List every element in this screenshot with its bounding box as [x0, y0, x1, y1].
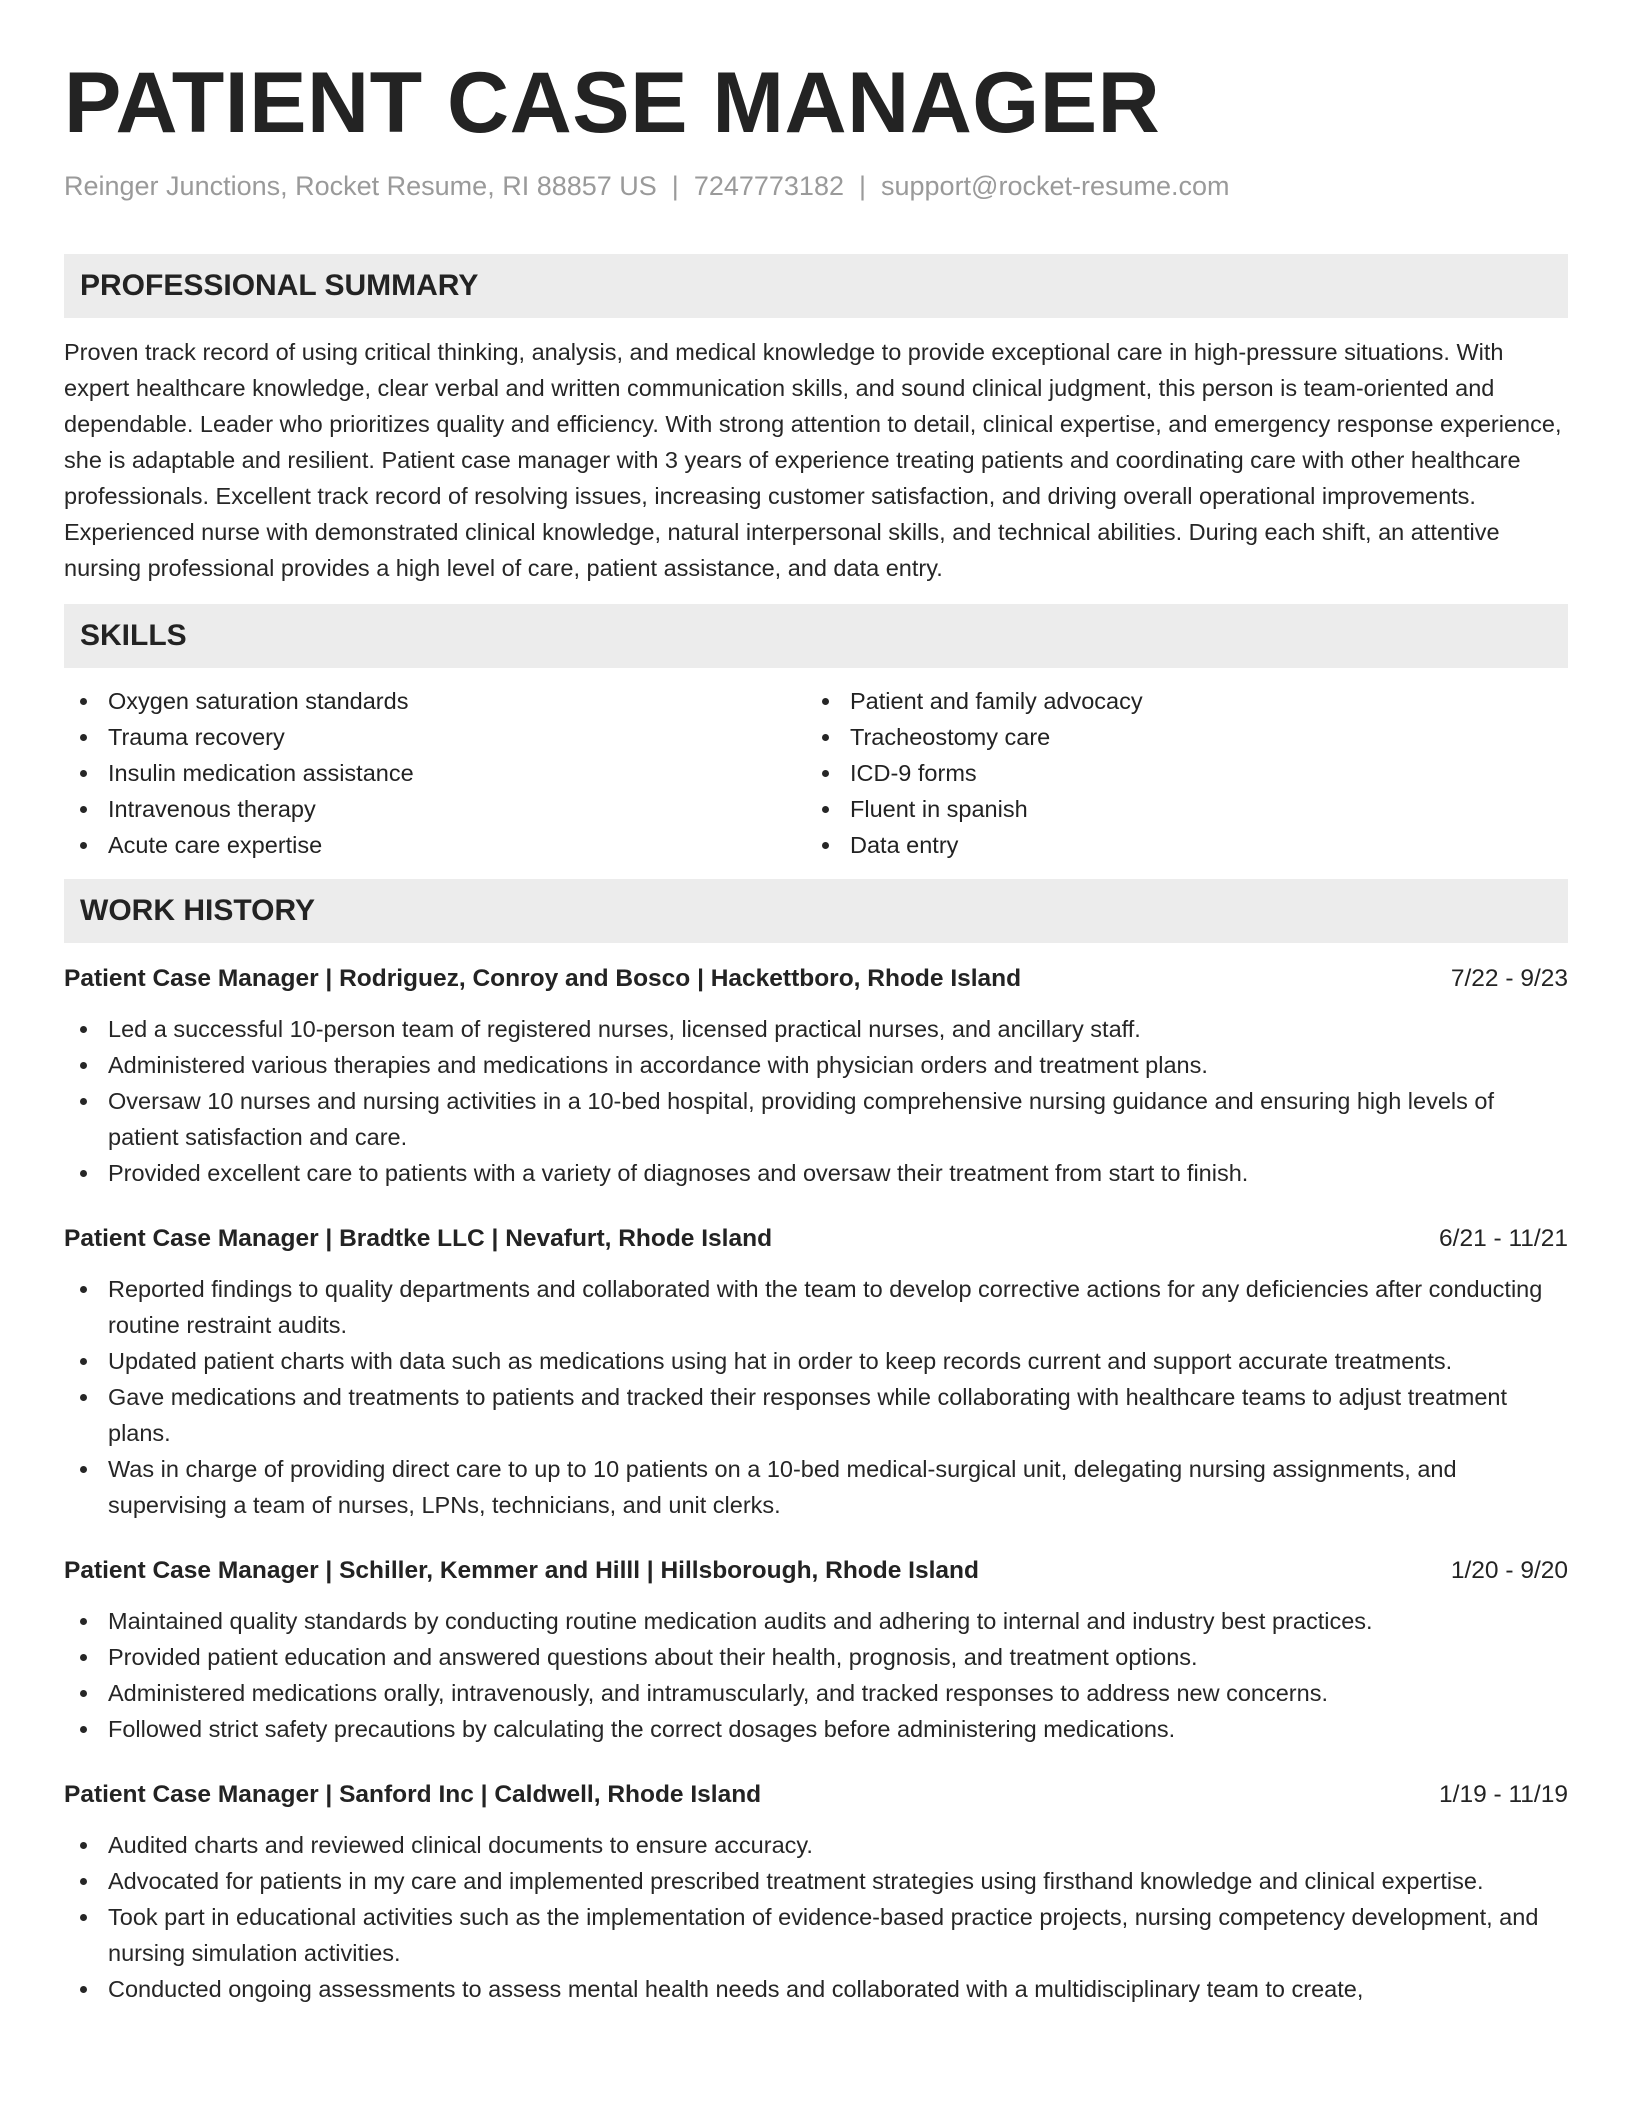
- job-duty: Was in charge of providing direct care to up to 10 patients on a 10-bed medical-surgical unit, delegating nursing assignments, and supervising a team of nurses, LPNs, technicians, and unit clerks.: [64, 1451, 1568, 1523]
- contact-address: Reinger Junctions, Rocket Resume, RI 88857 US: [64, 171, 657, 201]
- skill-item: Patient and family advocacy: [806, 683, 1548, 719]
- job-dates: 1/19 - 11/19: [1439, 1781, 1568, 1809]
- job-title: Patient Case Manager | Schiller, Kemmer and Hilll | Hillsborough, Rhode Island: [64, 1557, 979, 1585]
- skill-item: ICD-9 forms: [806, 755, 1548, 791]
- job-entry: [64, 1221, 1568, 1523]
- job-dates: 1/20 - 9/20: [1450, 1557, 1568, 1585]
- summary-heading: PROFESSIONAL SUMMARY: [64, 254, 1568, 318]
- job-duty: Audited charts and reviewed clinical documents to ensure accuracy.: [64, 1827, 1568, 1863]
- job-dates: 7/22 - 9/23: [1450, 965, 1568, 993]
- skill-item: Intravenous therapy: [64, 791, 806, 827]
- work-history-heading: WORK HISTORY: [64, 879, 1568, 943]
- contact-separator: |: [858, 171, 866, 201]
- job-duties: [64, 1271, 1568, 1523]
- job-duty: Updated patient charts with data such as medications using hat in order to keep records current and support accurate treatments.: [64, 1343, 1568, 1379]
- job-duty: Oversaw 10 nurses and nursing activities in a 10-bed hospital, providing comprehensive nursing guidance and ensuring high levels of patient satisfaction and care.: [64, 1083, 1568, 1155]
- contact-separator: |: [671, 171, 679, 201]
- summary-text: Proven track record of using critical thinking, analysis, and medical knowledge to provide exceptional care in high-pressure situations. With expert healthcare knowledge, clear verbal and written communication skills, and sound clinical judgment, this person is team-oriented and dependable. Leader who prioritizes quality and efficiency. With strong attention to detail, clinical expertise, and emergency response experience, she is adaptable and resilient. Patient case manager with 3 years of experience treating patients and coordinating care with other healthcare professionals. Excellent track record of resolving issues, increasing customer satisfaction, and driving overall operational improvements. Experienced nurse with demonstrated clinical knowledge, natural interpersonal skills, and technical abilities. During each shift, an attentive nursing professional provides a high level of care, patient assistance, and data entry.: [64, 339, 1562, 582]
- job-duty: Took part in educational activities such as the implementation of evidence-based practice projects, nursing competency development, and nursing simulation activities.: [64, 1899, 1568, 1971]
- job-title: Patient Case Manager | Bradtke LLC | Nevafurt, Rhode Island: [64, 1225, 773, 1253]
- job-duty: Maintained quality standards by conducting routine medication audits and adhering to internal and industry best practices.: [64, 1603, 1568, 1639]
- skill-item: Trauma recovery: [64, 719, 806, 755]
- job-entry: [64, 1777, 1568, 2007]
- candidate-title: PATIENT CASE MANAGER: [64, 55, 1161, 151]
- job-duty: Reported findings to quality departments and collaborated with the team to develop corrective actions for any deficiencies after conducting routine restraint audits.: [64, 1271, 1568, 1343]
- job-duty: Provided excellent care to patients with a variety of diagnoses and oversaw their treatment from start to finish.: [64, 1155, 1568, 1191]
- skill-item: Acute care expertise: [64, 827, 806, 863]
- skills-list: [64, 683, 1568, 863]
- job-duty: Followed strict safety precautions by calculating the correct dosages before administering medications.: [64, 1711, 1568, 1747]
- contact-email: support@rocket-resume.com: [881, 171, 1230, 201]
- job-entry: [64, 961, 1568, 1191]
- skill-item: Oxygen saturation standards: [64, 683, 806, 719]
- contact-line: [64, 170, 1568, 202]
- job-duty: Administered medications orally, intravenously, and intramuscularly, and tracked responses to address new concerns.: [64, 1675, 1568, 1711]
- skill-item: Fluent in spanish: [806, 791, 1548, 827]
- job-duty: Administered various therapies and medications in accordance with physician orders and treatment plans.: [64, 1047, 1568, 1083]
- skill-item: Data entry: [806, 827, 1548, 863]
- job-duty: Gave medications and treatments to patients and tracked their responses while collaborating with healthcare teams to adjust treatment plans.: [64, 1379, 1568, 1451]
- job-title: Patient Case Manager | Sanford Inc | Caldwell, Rhode Island: [64, 1781, 762, 1809]
- job-duty: Advocated for patients in my care and implemented prescribed treatment strategies using firsthand knowledge and clinical expertise.: [64, 1863, 1568, 1899]
- skills-heading: SKILLS: [64, 604, 1568, 668]
- job-duties: [64, 1603, 1568, 1747]
- job-entry: [64, 1553, 1568, 1747]
- skills-column-left: [64, 683, 806, 863]
- skill-item: Insulin medication assistance: [64, 755, 806, 791]
- job-dates: 6/21 - 11/21: [1439, 1225, 1568, 1253]
- job-duties: [64, 1011, 1568, 1191]
- contact-phone: 7247773182: [693, 171, 844, 201]
- job-duty: Provided patient education and answered questions about their health, prognosis, and treatment options.: [64, 1639, 1568, 1675]
- skill-item: Tracheostomy care: [806, 719, 1548, 755]
- job-duties: [64, 1827, 1568, 2007]
- job-duty: Conducted ongoing assessments to assess mental health needs and collaborated with a multidisciplinary team to create,: [64, 1971, 1568, 2007]
- job-duty: Led a successful 10-person team of registered nurses, licensed practical nurses, and ancillary staff.: [64, 1011, 1568, 1047]
- skills-column-right: [806, 683, 1548, 863]
- resume-page: [64, 0, 1568, 2007]
- job-title: Patient Case Manager | Rodriguez, Conroy and Bosco | Hackettboro, Rhode Island: [64, 965, 1022, 993]
